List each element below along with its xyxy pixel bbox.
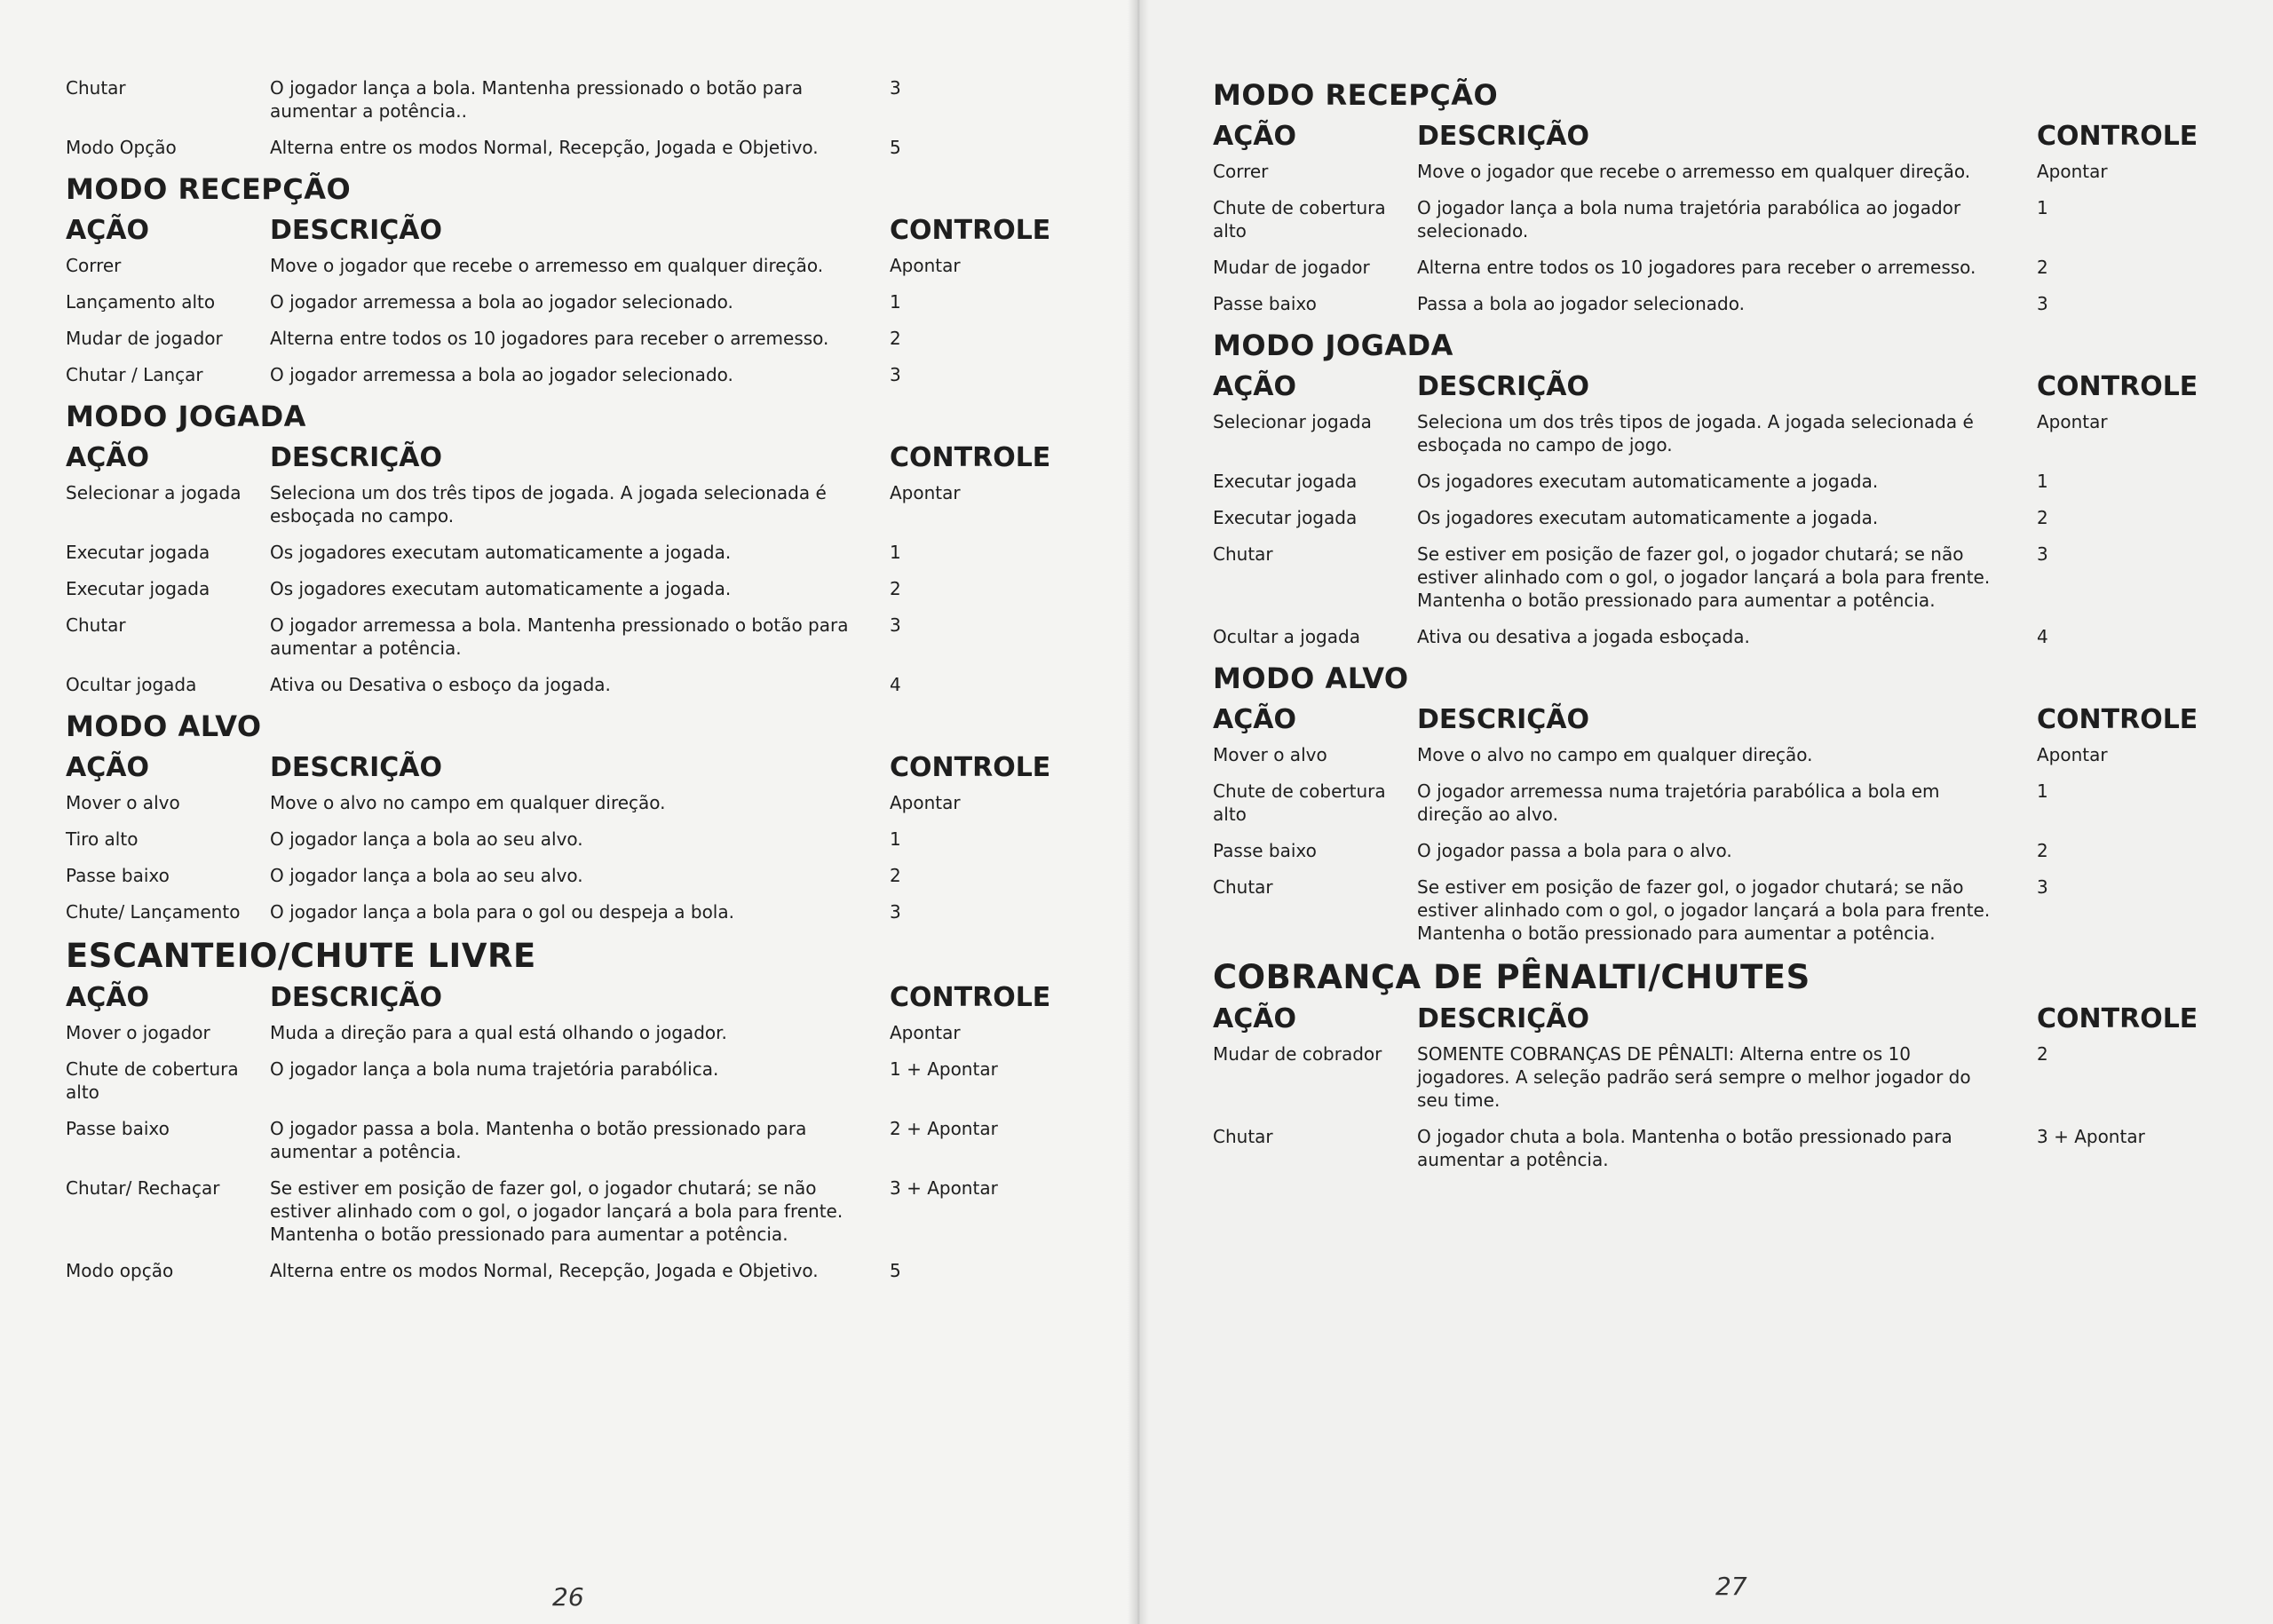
description-cell: O jogador lança a bola numa trajetória parabólica. [270,1058,719,1080]
control-cell: 1 [890,542,901,563]
description-cell: Move o alvo no campo em qualquer direção. [1417,744,1813,765]
table-row [66,481,1042,527]
table-row [66,900,1042,923]
description-cell: O jogador passa a bola para o alvo. [1417,840,1732,861]
control-cell: 2 + Apontar [890,1118,998,1139]
header-description: DESCRIÇÃO [270,982,443,1013]
control-cell: 5 [890,137,901,158]
action-cell: Chutar [1213,876,1273,898]
table-row [66,828,1042,851]
header-description: DESCRIÇÃO [270,215,443,246]
header-action: AÇÃO [66,752,149,783]
control-cell: 2 [890,578,901,599]
table-row [1213,160,2216,183]
action-cell: Mudar de cobrador [1213,1043,1382,1065]
table-row [66,136,1042,159]
description-cell: Alterna entre os modos Normal, Recepção, Jogada e Objetivo. [270,1260,819,1281]
table-header [1213,704,2216,736]
description-cell: SOMENTE COBRANÇAS DE PÊNALTI: Alterna entre os 10 jogadores. A seleção padrão será sempre o melhor jogador do seu time. [1417,1043,1971,1111]
description-cell: Alterna entre todos os 10 jogadores para receber o arremesso. [270,328,829,349]
header-control: CONTROLE [2037,121,2198,152]
control-section [66,172,1051,386]
action-cell: Chutar / Lançar [66,364,203,385]
action-cell: Modo Opção [66,137,177,158]
action-cell: Executar jogada [66,578,210,599]
table-row [1213,1125,2216,1171]
action-cell: Mudar de jogador [1213,257,1370,278]
header-action: AÇÃO [1213,371,1296,402]
section-title: MODO JOGADA [1213,329,1453,362]
header-description: DESCRIÇÃO [270,442,443,473]
table-header [66,752,1051,784]
header-action: AÇÃO [1213,704,1296,735]
header-control: CONTROLE [890,982,1051,1013]
description-cell: O jogador arremessa a bola ao jogador selecionado. [270,364,733,385]
description-cell: Os jogadores executam automaticamente a jogada. [1417,507,1879,528]
table-row [1213,506,2216,529]
action-cell: Mudar de jogador [66,328,223,349]
table-row [66,614,1042,660]
header-description: DESCRIÇÃO [270,752,443,783]
description-cell: Move o alvo no campo em qualquer direção. [270,792,666,813]
book-spine [1128,0,1149,1624]
action-cell: Passe baixo [66,865,170,886]
table-row [1213,410,2216,456]
action-cell: Executar jogada [66,542,210,563]
header-action: AÇÃO [1213,1003,1296,1034]
action-cell: Passe baixo [1213,840,1317,861]
control-section [66,400,1051,696]
table-row [66,76,1042,123]
table-row [66,791,1042,814]
description-cell: Seleciona um dos três tipos de jogada. A jogada selecionada é esboçada no campo. [270,482,827,527]
table-row [1213,625,2216,648]
action-cell: Correr [66,255,122,276]
header-control: CONTROLE [890,442,1051,473]
action-cell: Chute/ Lançamento [66,901,241,923]
description-cell: Alterna entre todos os 10 jogadores para receber o arremesso. [1417,257,1976,278]
control-cell: 3 [2037,543,2048,565]
control-cell: Apontar [2037,161,2108,182]
control-section [1213,661,2216,945]
control-cell: 1 [890,291,901,313]
table-row [1213,543,2216,612]
action-cell: Chutar [1213,543,1273,565]
control-cell: 3 + Apontar [890,1177,998,1199]
table-header [66,442,1051,474]
control-cell: Apontar [2037,411,2108,432]
description-cell: O jogador passa a bola. Mantenha o botão pressionado para aumentar a potência. [270,1118,807,1162]
table-row [66,1021,1042,1044]
description-cell: Os jogadores executam automaticamente a jogada. [270,578,732,599]
control-cell: 2 [890,328,901,349]
page-number-left: 26 [552,1582,584,1612]
control-section [1213,958,2216,1171]
header-action: AÇÃO [66,982,149,1013]
control-cell: 4 [890,674,901,695]
table-row [66,1259,1042,1282]
section-title: MODO ALVO [1213,661,1409,695]
section-title: MODO RECEPÇÃO [66,172,352,206]
section-title: ESCANTEIO/CHUTE LIVRE [66,937,536,975]
header-control: CONTROLE [890,215,1051,246]
action-cell: Chutar [1213,1126,1273,1147]
header-control: CONTROLE [890,752,1051,783]
action-cell: Passe baixo [66,1118,170,1139]
section-title: MODO ALVO [66,709,262,743]
table-row [1213,780,2216,826]
control-cell: 3 [2037,293,2048,314]
table-row [1213,292,2216,315]
control-cell: 2 [2037,1043,2048,1065]
control-cell: 3 [890,901,901,923]
control-section [1213,78,2216,315]
action-cell: Chutar/ Rechaçar [66,1177,220,1199]
table-row [1213,256,2216,279]
control-cell: Apontar [2037,744,2108,765]
action-cell: Mover o alvo [66,792,180,813]
section-title: MODO JOGADA [66,400,306,433]
control-cell: Apontar [890,482,961,503]
description-cell: Ativa ou desativa a jogada esboçada. [1417,626,1750,647]
action-cell: Chute de cobertura alto [1213,197,1386,242]
description-cell: Ativa ou Desativa o esboço da jogada. [270,674,611,695]
control-cell: 3 [890,77,901,99]
description-cell: O jogador lança a bola ao seu alvo. [270,828,583,850]
page-number-right: 27 [1715,1572,1747,1601]
table-header [66,982,1051,1014]
description-cell: Os jogadores executam automaticamente a jogada. [1417,471,1879,492]
description-cell: Passa a bola ao jogador selecionado. [1417,293,1745,314]
description-cell: Se estiver em posição de fazer gol, o jogador chutará; se não estiver alinhado com o gol, o jogador lançará a bola para frente. Mantenha o botão pressionado para aumentar a potência. [1417,543,1991,611]
control-cell: 3 [2037,876,2048,898]
table-row [1213,839,2216,862]
control-cell: 2 [2037,507,2048,528]
table-row [1213,470,2216,493]
table-header [1213,371,2216,403]
table-row [1213,196,2216,242]
control-cell: 1 + Apontar [890,1058,998,1080]
header-control: CONTROLE [2037,1003,2198,1034]
header-action: AÇÃO [66,215,149,246]
header-description: DESCRIÇÃO [1417,371,1590,402]
description-cell: Muda a direção para a qual está olhando o jogador. [270,1022,727,1043]
description-cell: Move o jogador que recebe o arremesso em qualquer direção. [1417,161,1971,182]
control-cell: 1 [890,828,901,850]
action-cell: Chutar [66,77,126,99]
description-cell: Seleciona um dos três tipos de jogada. A jogada selecionada é esboçada no campo de jogo. [1417,411,1974,456]
description-cell: Se estiver em posição de fazer gol, o jogador chutará; se não estiver alinhado com o gol, o jogador lançará a bola para frente. Mantenha o botão pressionado para aumentar a potência. [1417,876,1991,944]
action-cell: Mover o jogador [66,1022,210,1043]
header-action: AÇÃO [1213,121,1296,152]
description-cell: O jogador lança a bola. Mantenha pressionado o botão para aumentar a potência.. [270,77,804,122]
control-cell: 5 [890,1260,901,1281]
control-cell: Apontar [890,1022,961,1043]
action-cell: Mover o alvo [1213,744,1327,765]
action-cell: Selecionar a jogada [66,482,242,503]
control-cell: 4 [2037,626,2048,647]
table-row [1213,875,2216,945]
control-cell: 3 [890,614,901,636]
table-row [66,541,1042,564]
left-page-content [66,76,1051,1295]
control-section [66,709,1051,923]
header-control: CONTROLE [2037,371,2198,402]
control-cell: 1 [2037,197,2048,218]
table-row [66,1176,1042,1246]
description-cell: O jogador chuta a bola. Mantenha o botão pressionado para aumentar a potência. [1417,1126,1952,1170]
description-cell: O jogador arremessa a bola ao jogador selecionado. [270,291,733,313]
control-cell: 2 [890,865,901,886]
control-cell: Apontar [890,255,961,276]
table-row [66,1117,1042,1163]
description-cell: O jogador lança a bola para o gol ou despeja a bola. [270,901,734,923]
description-cell: Alterna entre os modos Normal, Recepção, Jogada e Objetivo. [270,137,819,158]
description-cell: O jogador lança a bola ao seu alvo. [270,865,583,886]
control-cell: 3 [890,364,901,385]
table-row [66,363,1042,386]
description-cell: O jogador arremessa a bola. Mantenha pressionado o botão para aumentar a potência. [270,614,849,659]
table-header [66,215,1051,247]
action-cell: Modo opção [66,1260,174,1281]
header-description: DESCRIÇÃO [1417,1003,1590,1034]
description-cell: Os jogadores executam automaticamente a jogada. [270,542,732,563]
table-row [66,1058,1042,1104]
control-cell: 2 [2037,257,2048,278]
table-row [66,577,1042,600]
table-row [66,864,1042,887]
action-cell: Executar jogada [1213,507,1358,528]
table-header [1213,1003,2216,1035]
action-cell: Chute de cobertura alto [66,1058,239,1103]
table-row [1213,743,2216,766]
header-description: DESCRIÇÃO [1417,704,1590,735]
action-cell: Chute de cobertura alto [1213,780,1386,825]
control-section [1213,329,2216,648]
action-cell: Ocultar a jogada [1213,626,1360,647]
section-title: COBRANÇA DE PÊNALTI/CHUTES [1213,958,1810,996]
description-cell: Se estiver em posição de fazer gol, o jogador chutará; se não estiver alinhado com o gol, o jogador lançará a bola para frente. Mantenha o botão pressionado para aumentar a potência. [270,1177,843,1245]
table-row [66,290,1042,313]
header-control: CONTROLE [2037,704,2198,735]
table-row [66,254,1042,277]
control-cell: 2 [2037,840,2048,861]
action-cell: Passe baixo [1213,293,1317,314]
action-cell: Lançamento alto [66,291,216,313]
control-cell: Apontar [890,792,961,813]
right-page-content [1213,73,2216,1184]
control-cell: 3 + Apontar [2037,1126,2145,1147]
table-row [66,673,1042,696]
action-cell: Chutar [66,614,126,636]
section-title: MODO RECEPÇÃO [1213,78,1499,112]
control-cell: 1 [2037,780,2048,802]
table-header [1213,121,2216,153]
table-row [1213,1042,2216,1112]
description-cell: O jogador lança a bola numa trajetória parabólica ao jogador selecionado. [1417,197,1961,242]
table-row [66,327,1042,350]
action-cell: Selecionar jogada [1213,411,1372,432]
header-action: AÇÃO [66,442,149,473]
control-section [66,937,1051,1282]
action-cell: Executar jogada [1213,471,1358,492]
action-cell: Correr [1213,161,1269,182]
description-cell: O jogador arremessa numa trajetória parabólica a bola em direção ao alvo. [1417,780,1940,825]
right-page [1138,0,2273,1624]
description-cell: Move o jogador que recebe o arremesso em qualquer direção. [270,255,824,276]
control-cell: 1 [2037,471,2048,492]
action-cell: Ocultar jogada [66,674,197,695]
header-description: DESCRIÇÃO [1417,121,1590,152]
action-cell: Tiro alto [66,828,139,850]
